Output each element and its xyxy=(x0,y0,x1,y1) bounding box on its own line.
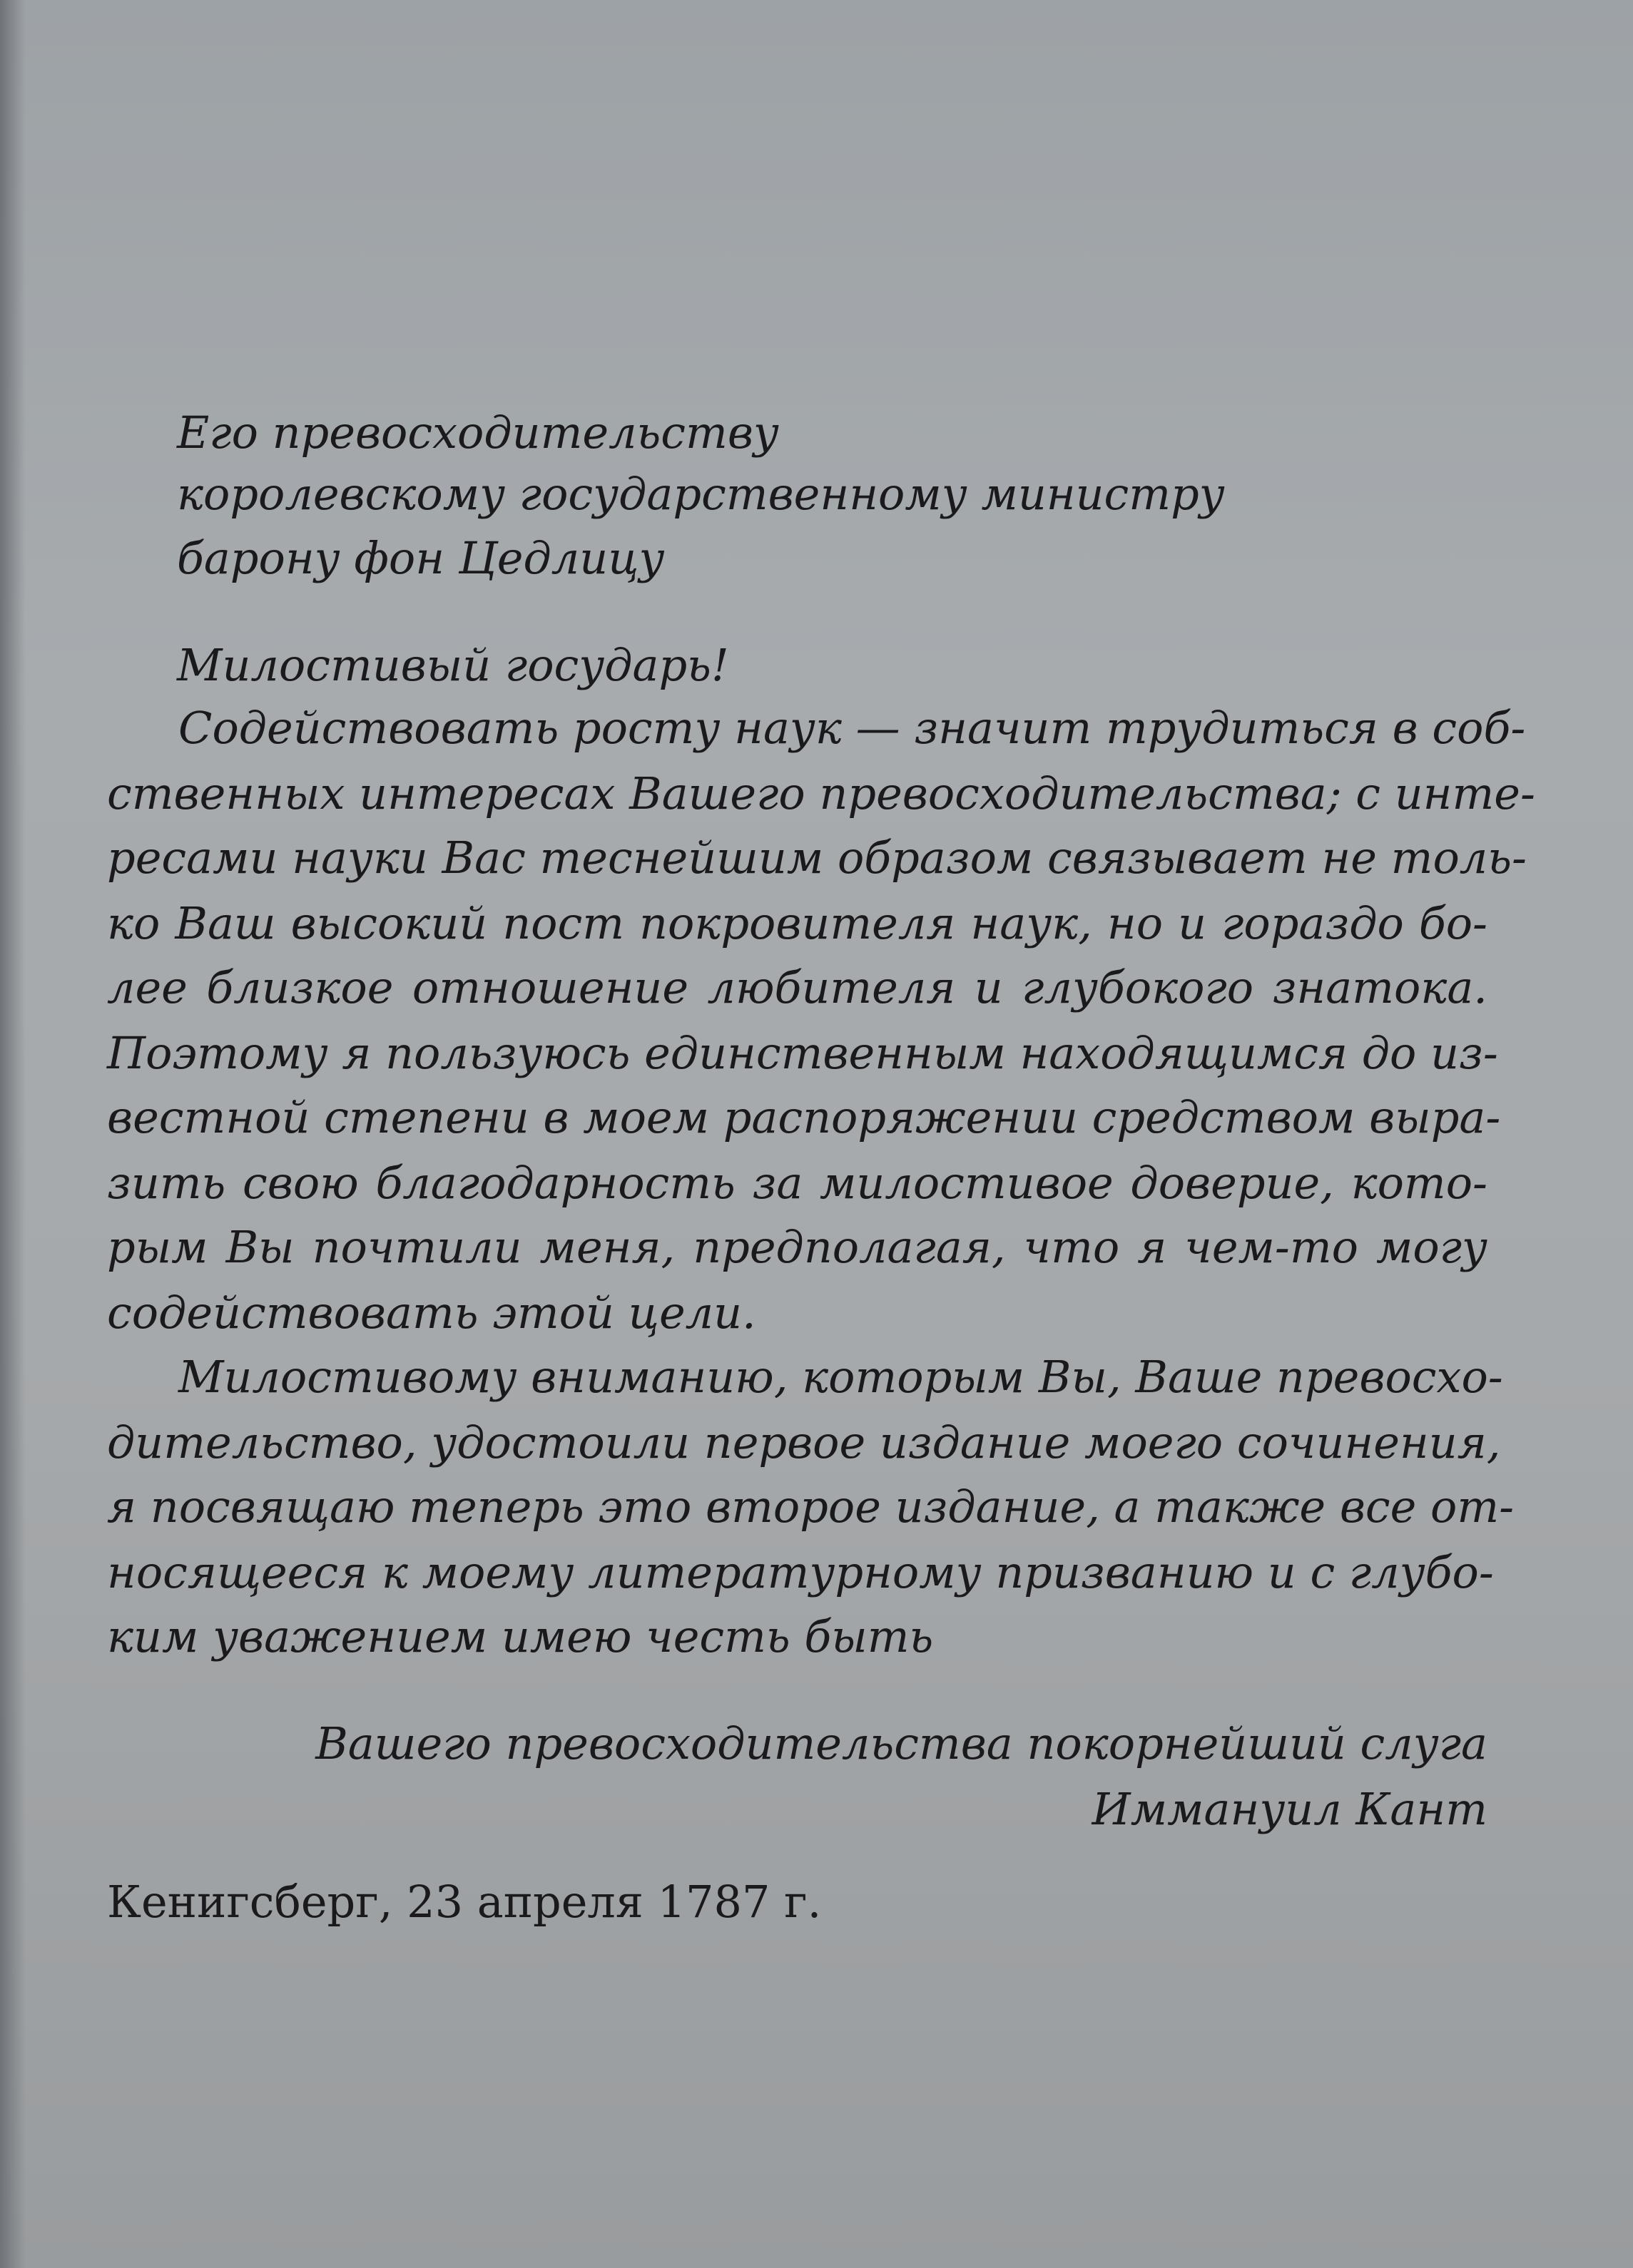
paragraph1-line-10: содействовать этой цели. xyxy=(107,1287,756,1339)
paragraph2-line-3: я посвящаю теперь это второе издание, а также все от- xyxy=(107,1481,1515,1533)
paragraph1-line-9: рым Вы почтили меня, предполагая, что я чем-то могу xyxy=(107,1221,1487,1273)
page-edge-shadow xyxy=(0,0,26,2268)
paragraph1-line-5: лее близкое отношение любителя и глубокого знатока. xyxy=(107,961,1487,1013)
paragraph1-line-4: ко Ваш высокий пост покровителя наук, но и гораздо бо- xyxy=(107,897,1487,949)
signature: Иммануил Кант xyxy=(1092,1783,1487,1835)
paragraph1-line-6: Поэтому я пользуюсь единственным находящимся до из- xyxy=(107,1027,1498,1079)
paragraph1-line-7: вестной степени в моем распоряжении средством выра- xyxy=(107,1091,1501,1143)
paragraph1-line-1: Содействовать росту наук — значит трудиться в соб- xyxy=(178,702,1526,754)
paragraph2-line-2: дительство, удостоили первое издание моего сочинения, xyxy=(107,1416,1501,1468)
paragraph2-line-4: носящееся к моему литературному призванию и с глубо- xyxy=(107,1546,1494,1598)
address-line-2: королевскому государственному министру xyxy=(177,468,1225,520)
paragraph2-line-1: Милостивому вниманию, которым Вы, Ваше превосхо- xyxy=(178,1351,1503,1403)
address-line-3: барону фон Цедлицу xyxy=(177,532,665,584)
closing-line: Вашего превосходительства покорнейший слуга xyxy=(315,1717,1487,1769)
paragraph1-line-3: ресами науки Вас теснейшим образом связывает не толь- xyxy=(107,832,1527,884)
paragraph2-line-5: ким уважением имею честь быть xyxy=(107,1610,934,1662)
address-line-1: Его превосходительству xyxy=(177,407,779,459)
paragraph1-line-8: зить свою благодарность за милостивое доверие, кото- xyxy=(107,1157,1487,1209)
salutation: Милостивый государь! xyxy=(177,639,729,691)
paragraph1-line-2: ственных интересах Вашего превосходительства; с инте- xyxy=(107,767,1535,819)
place-date: Кенигсберг, 23 апреля 1787 г. xyxy=(107,1876,822,1928)
